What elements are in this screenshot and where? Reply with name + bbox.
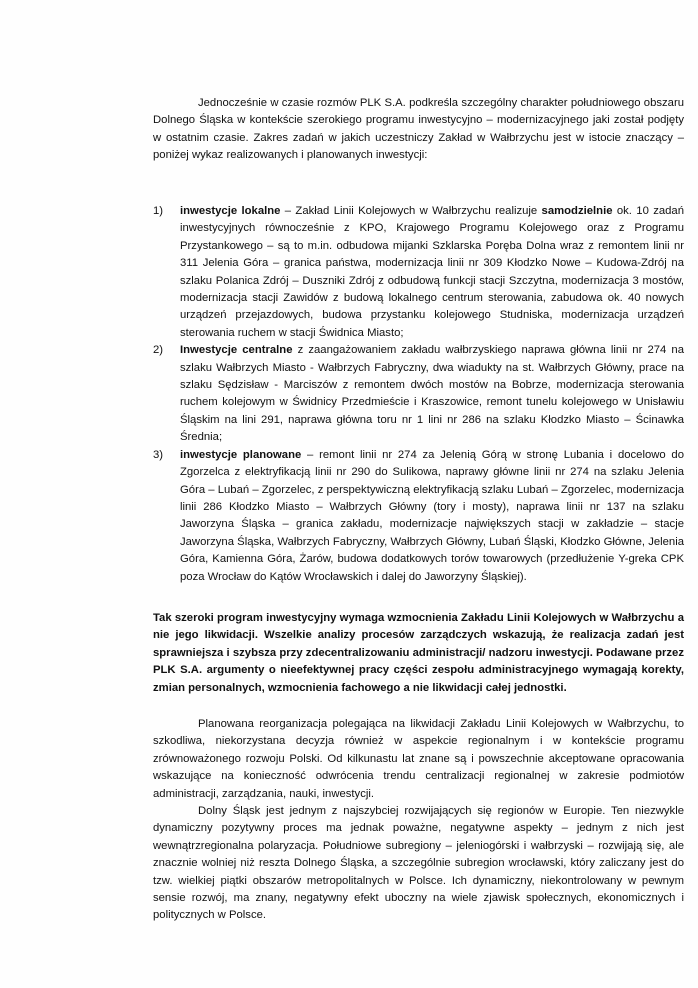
investment-list: [153, 203, 684, 586]
lower-silesia-paragraph: Dolny Śląsk jest jednym z najszybciej rozwijających się regionów w Europie. Ten niezwykle dynamiczny pozytywny proces ma jednak poważne, negatywne aspekty – jednym z nich jest wewnątrzregionalna polaryzacja. Południowe subregiony – jeleniogórski i wałbrzyski – rozwijają się, ale znacznie wolniej niż reszta Dolnego Śląska, a szczególnie subregion wrocławski, który zaliczany jest do tzw. wielkiej piątki obszarów metropolitalnych w Polsce. Ich dynamiczny, niekontrolowany w pewnym sensie rozwój, ma znany, negatywny efekt uboczny na wiele zjawisk społecznych, ekonomicznych i politycznych w Polsce.: [153, 805, 684, 922]
list-item-local: [153, 203, 684, 342]
list-heading: inwestycje lokalne: [180, 205, 281, 217]
list-number: 3): [153, 448, 164, 461]
list-text-continued: ok. 10 zadań inwestycyjnych równocześnie z KPO, Krajowego Programu Kolejowego oraz z Programu Przystankowego – są to m.in. odbudowa mijanki Szklarska Poręba Dolna wraz z remontem linii nr 311 Jelenia Góra – granica państwa, modernizacja linii nr 309 Kłodzko Nowe – Kudowa-Zdrój na szlaku Polanica Zdrój – Duszniki Zdrój z odbudową funkcji stacji Szczytna, modernizacja 3 mostów, modernizacja stacji Zawidów z budową lokalnego centrum sterowania, zabudowa ok. 40 nowych urządzeń przejazdowych, budowa przystanku kolejowego Studniska, modernizacja urządzeń sterowania ruchem w stacji Świdnica Miasto;: [180, 205, 684, 339]
intro-paragraph: Jednocześnie w czasie rozmów PLK S.A. podkreśla szczególny charakter południowego obszaru Dolnego Śląska w kontekście szerokiego programu inwestycyjno – modernizacyjnego jaki został podjęty w ostatnim czasie. Zakres zadań w jakich uczestniczy Zakład w Wałbrzychu jest w istocie znaczący – poniżej wykaz realizowanych i planowanych inwestycji:: [153, 97, 684, 162]
list-heading: Inwestycje centralne: [180, 344, 293, 357]
reorganization-paragraph: Planowana reorganizacja polegająca na likwidacji Zakładu Linii Kolejowych w Wałbrzychu, to szkodliwa, niekorzystana decyzja również w aspekcie regionalnym i w kontekście programu zrównoważonego rozwoju Polski. Od kilkunastu lat znane są i powszechnie akceptowane opracowania wskazujące na konieczność odwrócenia trendu centralizacji regionalnej w zakresie podmiotów administracji, zarządzania, nauki, inwestycji.: [153, 718, 684, 800]
list-bold-inline: samodzielnie: [541, 205, 613, 217]
bold-paragraph: Tak szeroki program inwestycyjny wymaga wzmocnienia Zakładu Linii Kolejowych w Wałbrzychu a nie jego likwidacji. Wszelkie analizy procesów zarządczych wskazują, że realizacja zadań jest sprawniejsza i szybsza przy zdecentralizowaniu administracji/ nadzoru inwestycji. Podawane przez PLK S.A. argumenty o nieefektywnej pracy części zespołu administracyjnego wymagają korekty, zmian personalnych, wzmocnienia fachowego a nie likwidacji całej jednostki.: [153, 612, 684, 694]
list-text: z zaangażowaniem zakładu wałbrzyskiego naprawa główna linii nr 274 na szlaku Wałbrzych Miasto - Wałbrzych Fabryczny, dwa wiadukty na st. Wałbrzych Główny, prace na szlaku Sędzisław - Marciszów z remontem dwóch mostów na Bobrze, modernizacja sterowania ruchem kolejowym w Świdnicy Przedmieście i Kraszowice, remont tunelu kolejowego w Unisławiu Śląskim na lini 291, naprawa główna toru nr 1 lini nr 286 na szlaku Kłodzko Miasto – Ścinawka Średnia;: [180, 344, 684, 444]
reorganization-paragraph-block: [153, 716, 684, 803]
list-heading: inwestycje planowane: [180, 448, 302, 461]
list-number: 1): [153, 205, 164, 217]
lower-silesia-paragraph-block: [153, 803, 684, 925]
intro-paragraph-block: [153, 95, 684, 165]
list-number: 2): [153, 344, 164, 357]
list-text: – remont linii nr 274 za Jelenią Górą w stronę Lubania i docelowo do Zgorzelca z elektryfikacją linii nr 290 do Sulikowa, naprawy główne linii nr 274 na szlaku Jelenia Góra – Lubań – Zgorzelec, z perspektywiczną elektryfikacją szlaku Lubań – Zgorzelec, modernizacja linii 286 Kłodzko Miasto – Wałbrzych Główny (tory i mosty), naprawa linii nr 137 na szlaku Jaworzyna Śląska – granica zakładu, modernizacje największych stacji w zakładzie – stacje Jaworzyna Śląska, Wałbrzych Fabryczny, Wałbrzych Główny, Lubań Śląski, Kłodzko Główne, Jelenia Góra, Kamienna Góra, Żarów, budowa dodatkowych torów towarowych (przedłużenie Y-greka CPK poza Wrocław do Kątów Wrocławskich i dalej do Jaworzyny Śląskiej).: [180, 448, 684, 583]
list-text: – Zakład Linii Kolejowych w Wałbrzychu realizuje: [280, 205, 542, 217]
bold-paragraph-block: [153, 610, 684, 697]
list-item-central: [153, 342, 684, 446]
list-item-planned: [153, 447, 684, 586]
